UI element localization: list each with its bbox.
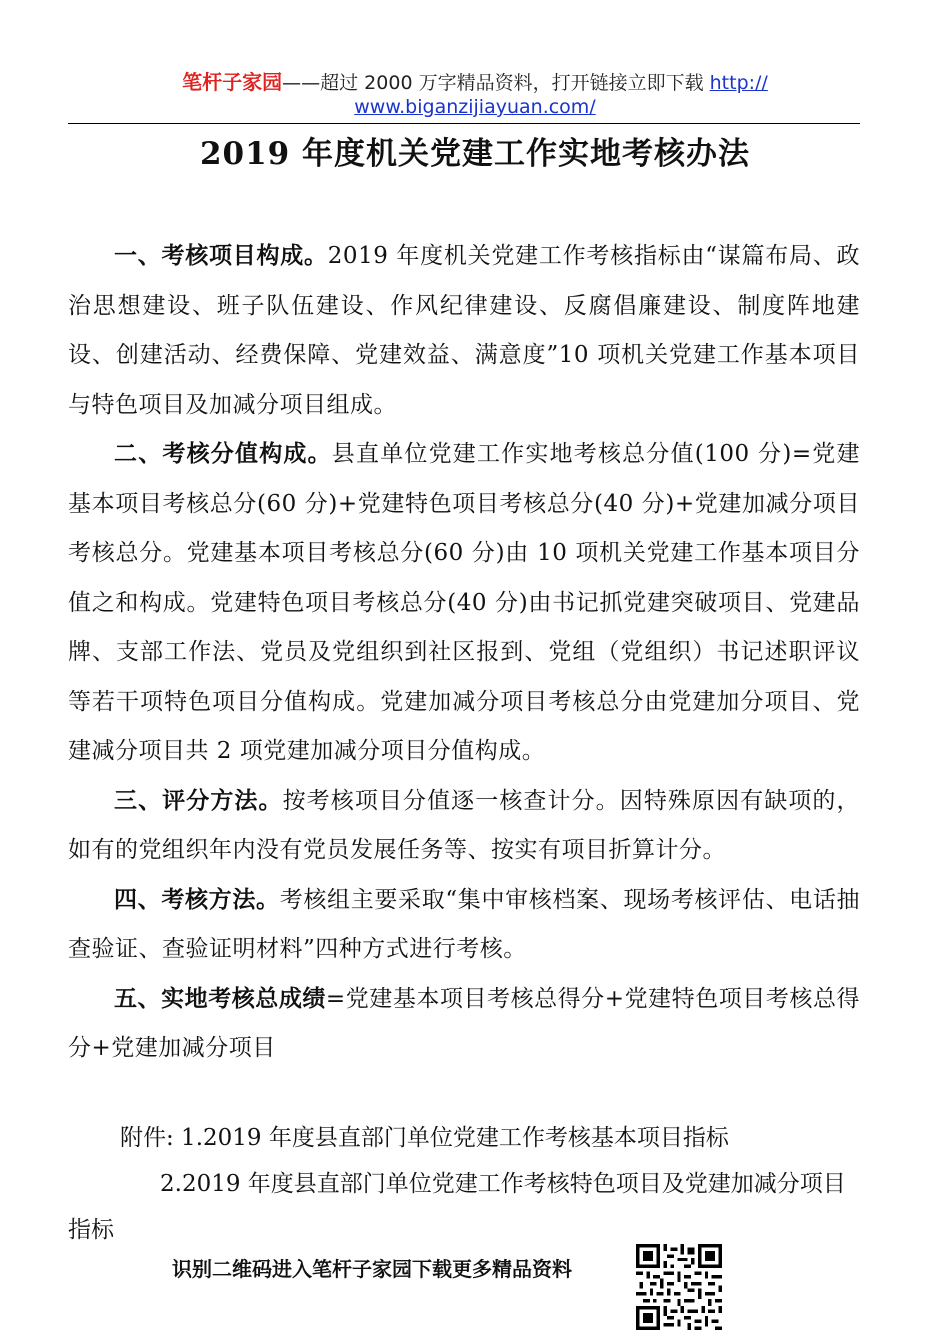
header-line-2 bbox=[0, 95, 950, 119]
download-link-part2[interactable]: www.biganzijiayuan.com/ bbox=[354, 96, 596, 118]
section-4-heading: 四、考核方法。 bbox=[114, 886, 280, 913]
section-4-text: 考核组主要采取“集中审核档案、现场考核评估、电话抽查验证、查验证明材料”四种方式进行考核。 bbox=[68, 886, 860, 962]
qr-caption: 识别二维码进入笔杆子家园下载更多精品资料 bbox=[172, 1257, 572, 1281]
section-5-heading: 五、实地考核总成绩 bbox=[114, 985, 326, 1012]
section-2-text: 县直单位党建工作实地考核总分值(100 分)=党建基本项目考核总分(60 分)+党建特色项目考核总分(40 分)+党建加减分项目考核总分。党建基本项目考核总分(60 分)由 10 项机关党建工作基本项目分值之和构成。党建特色项目考核总分(40 分)由书记抓党建突破项目、党建品牌、支部工作法、党员及党组织到社区报到、党组（党组织）书记述职评议等若干项特色项目分值构成。党建加减分项目考核总分由党建加分项目、党建减分项目共 2 项党建加减分项目分值构成。 bbox=[68, 441, 861, 764]
section-2-heading: 二、考核分值构成。 bbox=[114, 441, 332, 467]
site-header bbox=[0, 70, 950, 119]
section-1 bbox=[68, 232, 860, 430]
header-tagline: ——超过 2000 万字精品资料，打开链接立即下载 bbox=[282, 72, 710, 94]
qr-code-icon[interactable] bbox=[636, 1244, 722, 1330]
attachments bbox=[68, 1115, 860, 1253]
download-link-part1[interactable]: http:// bbox=[709, 72, 768, 94]
header-divider bbox=[68, 123, 860, 124]
section-3 bbox=[68, 777, 860, 876]
section-2 bbox=[68, 430, 860, 777]
section-3-heading: 三、评分方法。 bbox=[114, 787, 283, 814]
brand-name: 笔杆子家园 bbox=[182, 70, 283, 94]
document-body bbox=[68, 232, 860, 1074]
section-1-heading: 一、考核项目构成。 bbox=[114, 243, 328, 269]
section-1-text: 2019 年度机关党建工作考核指标由“谋篇布局、政治思想建设、班子队伍建设、作风纪律建设、反腐倡廉建设、制度阵地建设、创建活动、经费保障、党建效益、满意度”10 项机关党建工作基本项目与特色项目及加减分项目组成。 bbox=[68, 243, 860, 418]
document-title: 2019 年度机关党建工作实地考核办法 bbox=[199, 136, 751, 172]
section-4 bbox=[68, 876, 860, 975]
attachment-item-1: 附件: 1.2019 年度县直部门单位党建工作考核基本项目指标 bbox=[120, 1125, 729, 1151]
attachment-item-2: 2.2019 年度县直部门单位党建工作考核特色项目及党建加减分项目指标 bbox=[68, 1171, 846, 1243]
section-5-text: =党建基本项目考核总得分+党建特色项目考核总得分+党建加减分项目 bbox=[68, 985, 860, 1061]
section-5 bbox=[68, 975, 860, 1074]
section-3-text: 按考核项目分值逐一核查计分。因特殊原因有缺项的，如有的党组织年内没有党员发展任务等、按实有项目折算计分。 bbox=[68, 787, 861, 863]
header-line-1 bbox=[0, 70, 950, 95]
